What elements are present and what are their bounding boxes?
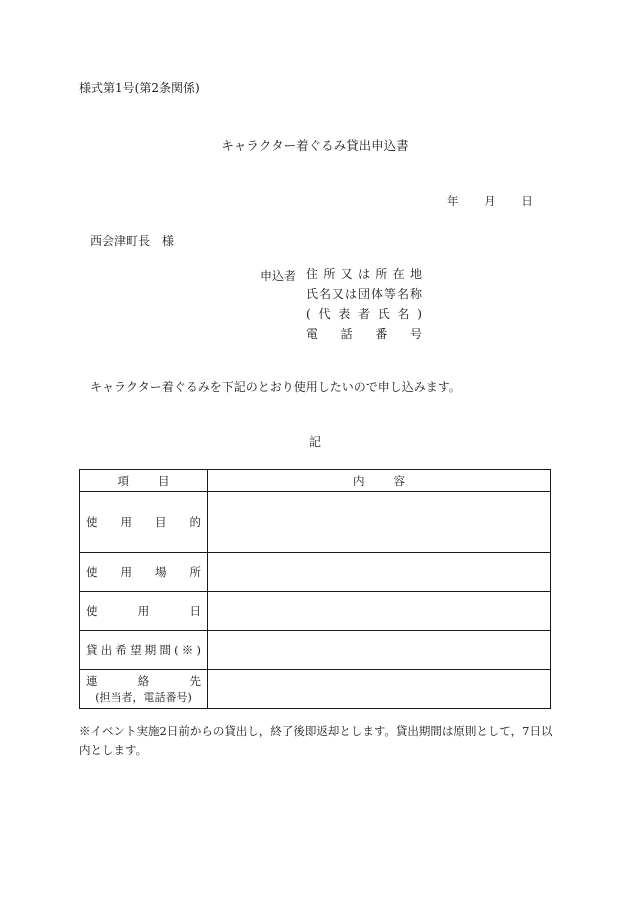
day-field[interactable] xyxy=(208,592,551,631)
date-month: 月 xyxy=(484,194,496,208)
applicant-address-label: 住所又は所在地 xyxy=(306,267,422,281)
addressee: 西会津町長 様 xyxy=(90,234,175,248)
header-item: 項目 xyxy=(117,473,170,488)
day-label: 使用日 xyxy=(86,604,201,618)
period-label: 貸出希望期間(※) xyxy=(86,643,201,657)
purpose-field[interactable] xyxy=(208,492,551,553)
place-field[interactable] xyxy=(208,553,551,592)
table-row xyxy=(80,492,551,553)
request-text: キャラクター着ぐるみを下記のとおり使用したいので申し込みます。 xyxy=(90,380,461,394)
ki-heading: 記 xyxy=(308,435,321,449)
applicant-label: 申込者 xyxy=(260,269,297,283)
header-item-cell xyxy=(80,470,208,492)
period-field[interactable] xyxy=(208,631,551,670)
contact-label: 連絡先 xyxy=(86,674,201,688)
form-code: 様式第1号(第2条関係) xyxy=(79,81,200,95)
date-year: 年 xyxy=(447,194,459,208)
date-line xyxy=(447,193,533,209)
application-table xyxy=(79,469,551,709)
header-content-cell xyxy=(208,470,551,492)
table-header-row xyxy=(80,470,551,492)
applicant-fields xyxy=(306,267,422,347)
contact-sub-label: (担当者，電話番号) xyxy=(95,691,192,704)
table-row xyxy=(80,670,551,709)
date-day: 日 xyxy=(521,194,533,208)
applicant-representative-label: (代表者氏名) xyxy=(306,307,422,321)
footnote: ※イベント実施2日前からの貸出し，終了後即返却とします。貸出期間は原則として，7日以内とします。 xyxy=(79,724,553,757)
place-label: 使用場所 xyxy=(86,565,201,579)
purpose-label: 使用目的 xyxy=(86,515,201,529)
page-title: キャラクター着ぐるみ貸出申込書 xyxy=(221,138,409,153)
header-content: 内容 xyxy=(353,473,405,488)
contact-field[interactable] xyxy=(208,670,551,709)
table-row xyxy=(80,631,551,670)
table-row xyxy=(80,553,551,592)
applicant-name-label: 氏名又は団体等名称 xyxy=(306,287,422,301)
table-row xyxy=(80,592,551,631)
applicant-phone-label: 電話番号 xyxy=(306,327,422,341)
